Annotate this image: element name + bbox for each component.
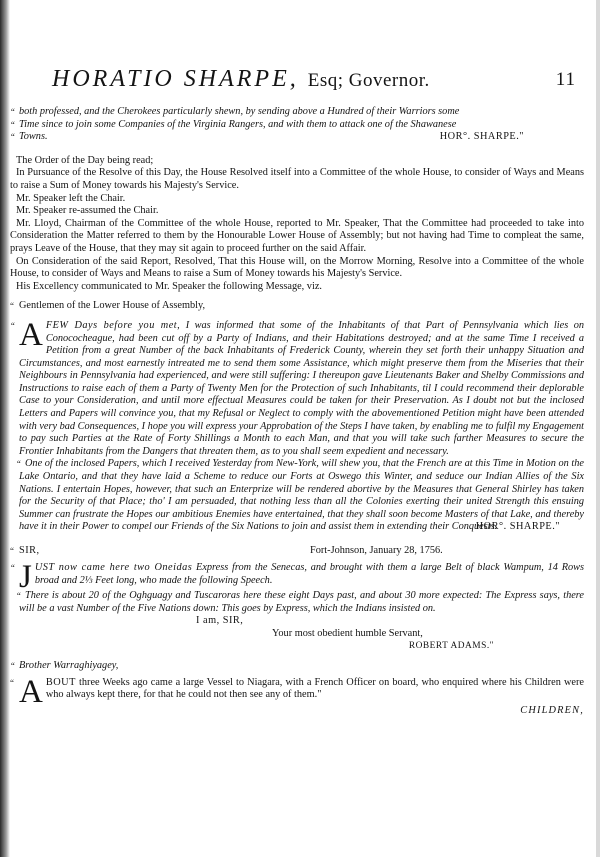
minute-entry: The Order of the Day being read; (16, 154, 154, 166)
drop-cap: “ A (19, 319, 43, 353)
message-paragraph-2: “ One of the inclosed Papers, which I received Yesterday from New-York, will shew you, that the French are at this Time in Motion on the Lake Ontario, and that they have laid a Scheme to reduce our Forts at Oswego this Winter, and seduce our Indian Allies of the Six Nations. I entertain Hopes, however, that such an Enterprize will be rendered abortive by the Measures that General Shirley has taken for the Security of that Place; tho' I am persuaded, that nothing less than all the Colonies exerting their united Strength this ensuing Summer can frustrate the Hopes our ambitious Enemies have entertained, that they shall soon become Masters of that Lake, and thereby have it in their Power to compel our Friends of the Six Nations to join and assist them in extending their Conquests. (10, 458, 584, 534)
minute-entry: In Pursuance of the Resolve of this Day, the House Resolved itself into a Committee of the whole House, to consider of Ways and Means to raise a Sum of Money towards his Majesty's Service. (10, 167, 584, 191)
catchword: CHILDREN, (520, 704, 584, 716)
minutes (10, 155, 584, 294)
letter-heading (10, 545, 584, 558)
message-salutation: “ Gentlemen of the Lower House of Assembly, (10, 300, 584, 313)
drop-cap: “ A (19, 676, 43, 705)
letter-signature: ROBERT ADAMS." (408, 641, 494, 652)
letter-dateline: Fort-Johnson, January 28, 1756. (310, 545, 443, 556)
speech-paragraph-1 (10, 677, 584, 705)
running-head-name: HORATIO SHARPE, (52, 66, 299, 92)
running-head-title (52, 66, 430, 93)
speech-lead: BOUT (45, 676, 76, 688)
scan-edge-shadow (0, 0, 10, 857)
running-head (10, 66, 584, 106)
letter-text: Express from the Senecas, and brought with them a large Belt of black Wampum, 14 Rows broad and 2⅓ Feet long, who made the following Speech. (34, 562, 584, 586)
message-paragraph-1 (10, 320, 584, 459)
minute-entry: His Excellency communicated to Mr. Speaker the following Message, viz. (16, 280, 322, 292)
minute-entry: On Consideration of the said Report, Resolved, That this House will, on the Morrow Morning, Resolve into a Committee of the whole House, to consider of Ways and Means to raise a Sum of Money towards his Majesty's Service. (10, 255, 584, 280)
scan-edge-right (596, 0, 600, 857)
speech-text: three Weeks ago came a large Vessel to Niagara, with a French Officer on board, who enquired where his Children were who always kept there, for that he could not then see any of them." (45, 676, 584, 701)
speech-salutation: “ Brother Warraghiyagey, (10, 660, 584, 673)
letter-salutation: “ SIR, (10, 545, 40, 558)
message-lead: FEW Days before you met, (45, 319, 181, 331)
top-quote-line: “ Towns. (10, 131, 584, 144)
message-text: I was informed that some of the Inhabitants of that Part of Pennsylvania which lies on Conococheague, had been cut off by a Party of Indians, and their Habitations destroyed; and at the same Time I received a Petition from a great Number of the back Inhabitants of Frederick County, wherein they set forth their unhappy Situation and Circumstances, and most earnestly intreated me to send them some Assistance, which might preserve them from the Miseries that their Neighbours in Pennsylvania had experienced, and were still suffering: I thereupon gave Lieutenants Baker and Shelby Commissions and Instructions to raise each of them a Party of Twenty Men for the Protection of such Inhabitants, til I could recommend their deplorable Case to your Consideration, and until more effectual Measures could be taken for their Preservation. As I doubt not but the inclosed Letters and Papers will convince you, that my Refusal or Neglect to comply with the abovementioned Petition might have been attended with very bad Consequences, I hope you will express your Approbation of the Steps I have taken, by enabling me to fulfil my Engagement to pay such Parties at the Rate of Forty Shillings a Month to each Man, and that you will take such farther Measures to secure the Frontier Inhabitants from the Dangers that threaten them, as to you shall seem expedient and necessary. (19, 319, 584, 457)
letter-paragraph-2: “ There is about 20 of the Oghguagy and Tuscaroras here these eight Days past, and about 30 more expected: The Express says, there will be a vast Number of the Five Nations down: This goes by Express, which the Indians insisted on. (10, 590, 584, 615)
top-signature: HOR°. SHARPE." (439, 131, 524, 143)
letter-closing: I am, SIR, (196, 615, 244, 627)
letter-paragraph-1 (10, 562, 584, 590)
page-number: 11 (555, 69, 576, 90)
document-page (10, 66, 584, 717)
drop-cap: “ J (19, 562, 32, 590)
minute-entry: Mr. Speaker left the Chair. (16, 192, 126, 204)
running-head-office: Esq; Governor. (307, 70, 430, 91)
top-quote (10, 106, 584, 144)
message-signature: HOR°. SHARPE." (475, 521, 560, 533)
minute-entry: Mr. Speaker re-assumed the Chair. (16, 205, 159, 217)
letter-lead: UST now came here two Oneidas (34, 562, 193, 573)
top-quote-line: “ Time since to join some Companies of the Virginia Rangers, and with them to attack one of the Shawanese (10, 119, 584, 132)
minute-entry: Mr. Lloyd, Chairman of the Committee of the whole House, reported to Mr. Speaker, That the Committee had proceeded to take into Consideration the Matter referred to them by the Honourable Lower House of Assembly; but not having had Time to compleat the same, prays Leave of the House, that they may sit again to proceed further on the said Affair. (10, 217, 584, 254)
letter-subscription: Your most obedient humble Servant, (272, 627, 423, 639)
top-quote-line: “ both professed, and the Cherokees particularly shewn, by sending above a Hundred of their Warriors some (10, 106, 584, 119)
